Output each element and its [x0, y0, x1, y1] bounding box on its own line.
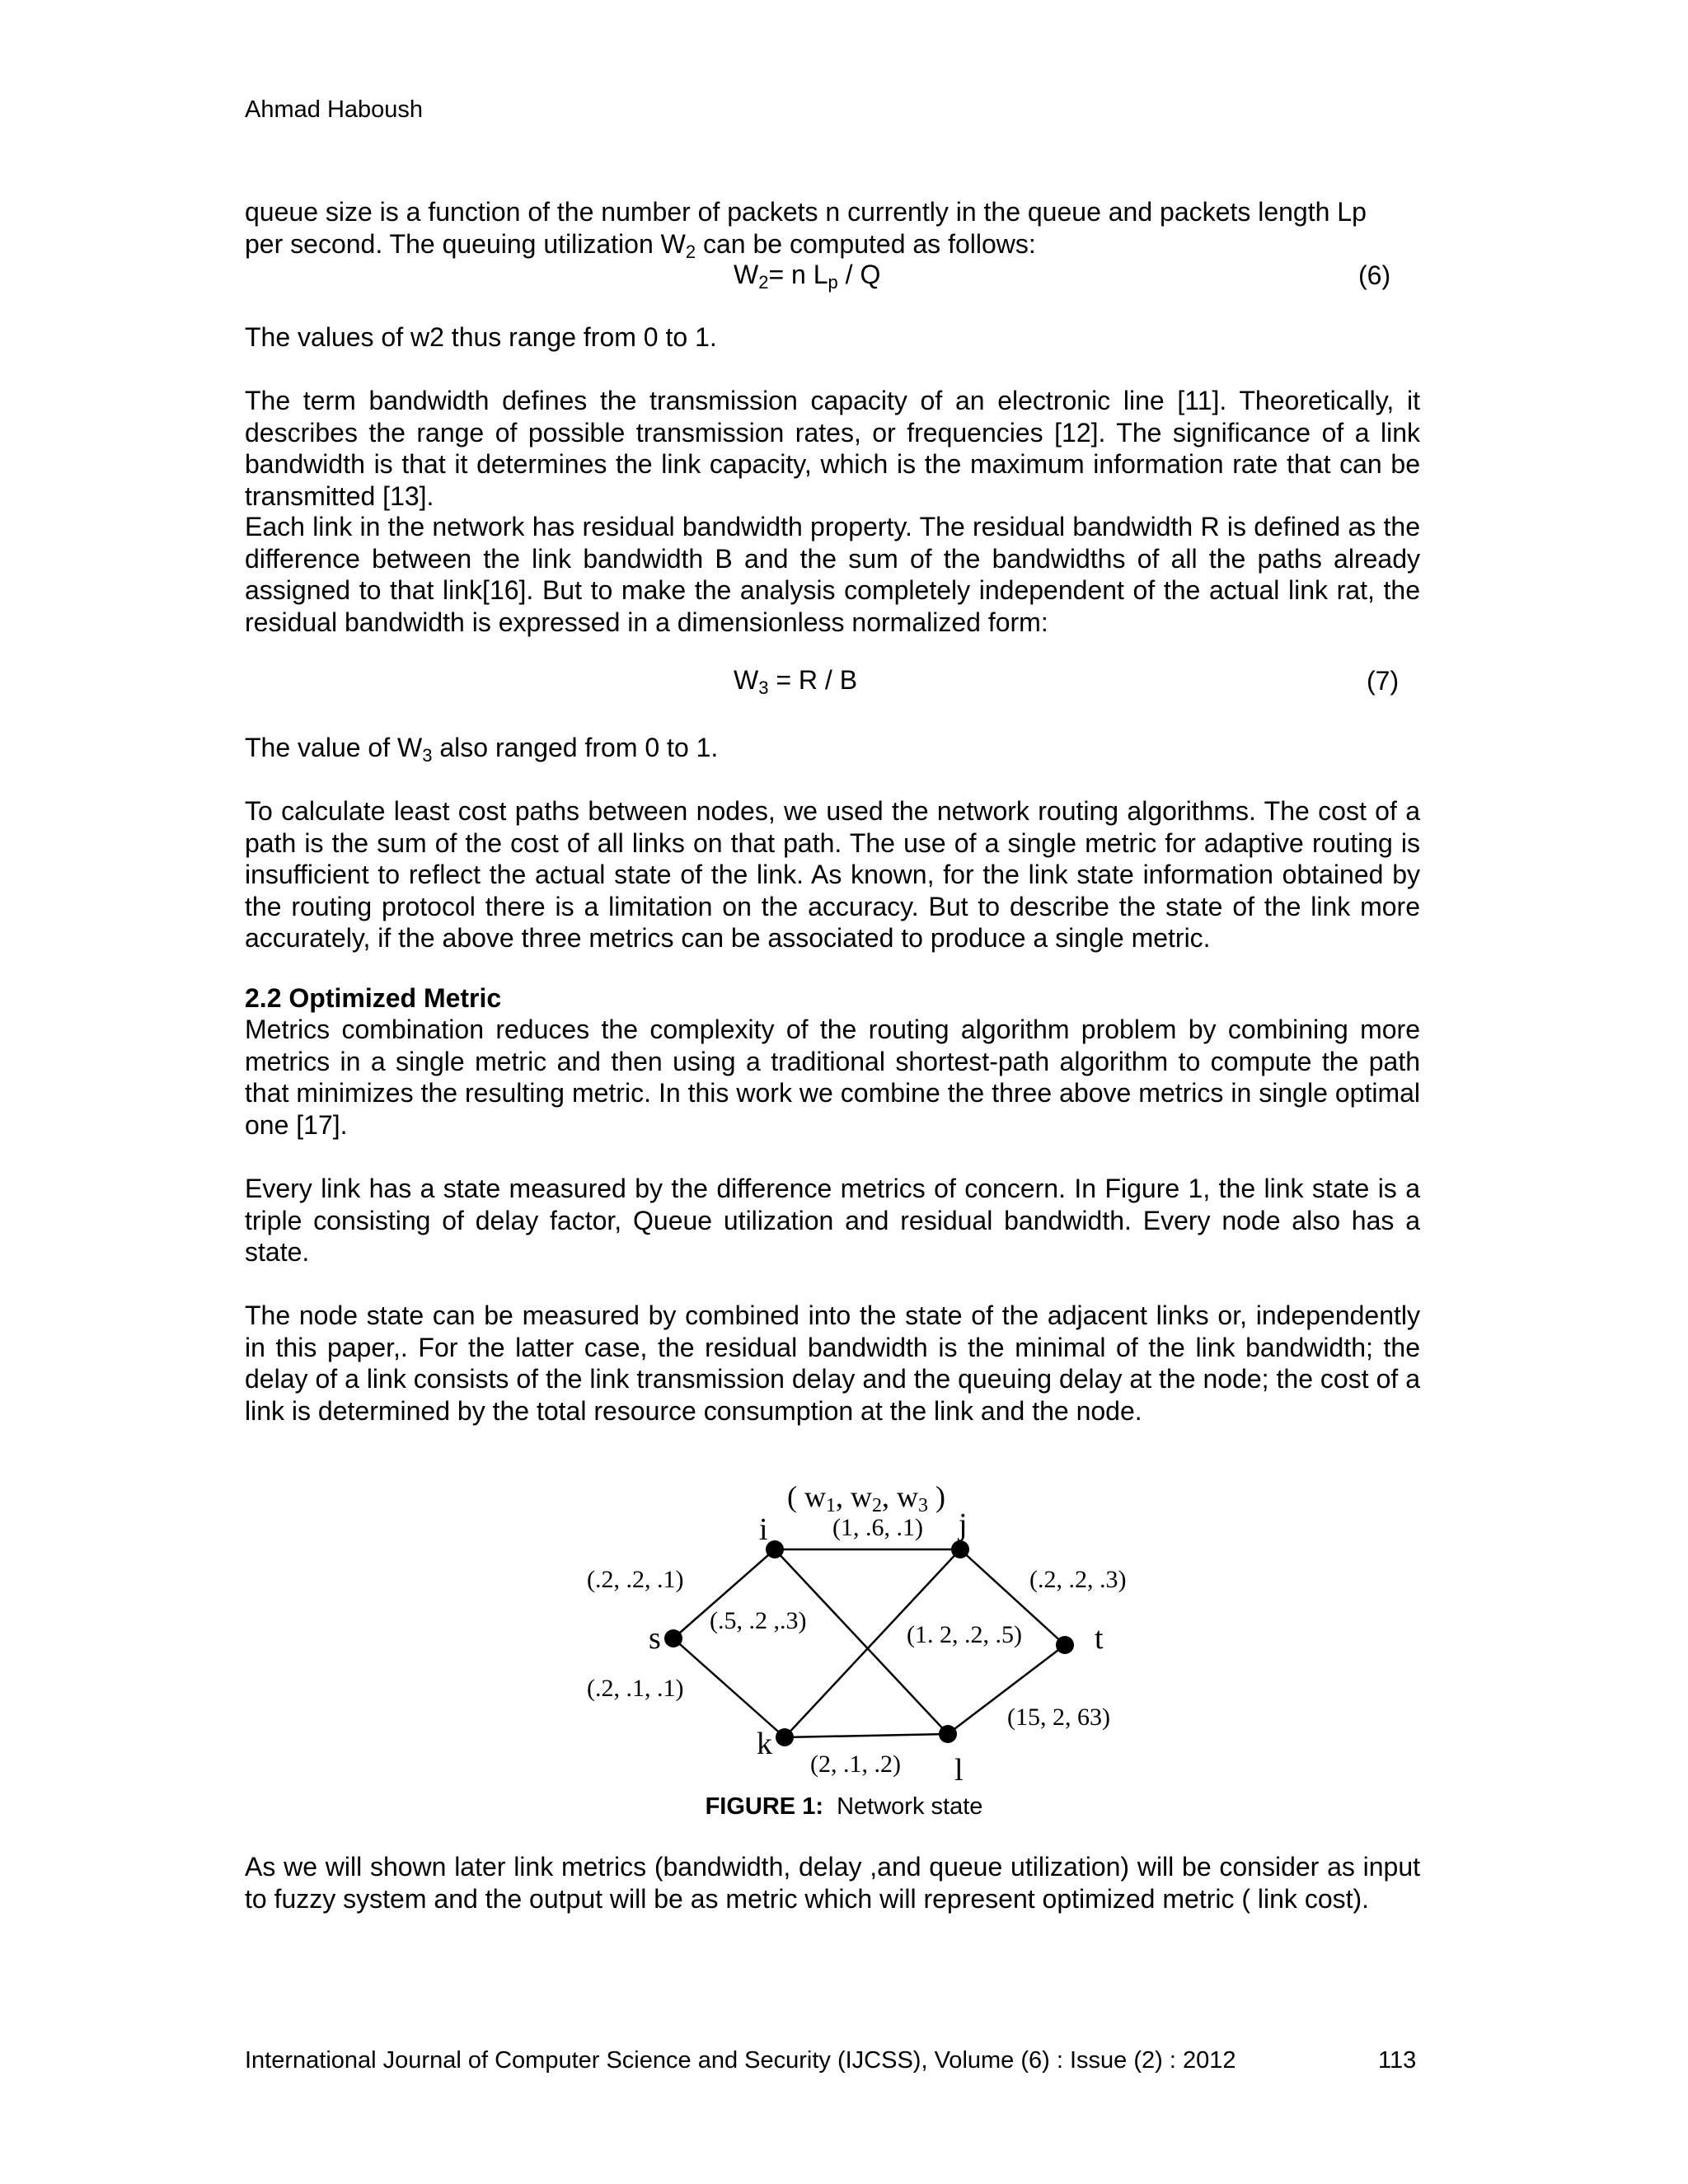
paragraph-1-line-2: per second. The queuing utilization $W_2$ can be computed as follows:: [245, 228, 1036, 262]
paragraph-8: Every link has a state measured by the difference metrics of concern. In Figure 1, the link state is a triple consisting of delay factor, Queue utilization and residual bandwidth. Every node also has a state.: [245, 1174, 1420, 1267]
edge-k-l: [785, 1734, 948, 1737]
section-heading: 2.2 Optimized Metric: [245, 983, 502, 1013]
node-label-i: i: [759, 1512, 768, 1547]
paragraph-10: As we will shown later link metrics (bandwidth, delay ,and queue utilization) will be consider as input to fuzzy system and the output will be as metric which will represent optimized metric ( link cost).: [245, 1852, 1420, 1914]
paragraph-6: To calculate least cost paths between nodes, we used the network routing algorithms. The cost of a path is the sum of the cost of all links on that path. The use of a single metric for adaptive routing is insufficient to reflect the actual state of the link. As known, for the link state information obtained by the routing protocol there is a limitation on the accuracy. But to describe the state of the link more accurately, if the above three metrics can be associated to produce a single metric.: [245, 796, 1420, 953]
figure-caption-text: Network state: [837, 1793, 983, 1820]
equation-7: $W_3 = R / B$: [734, 665, 858, 698]
paragraph-9: The node state can be measured by combined into the state of the adjacent links or, independently in this paper,. For the latter case, the residual bandwidth is the minimal of the link bandwidth; the delay of a link consists of the link transmission delay and the queuing delay at the node; the cost of a link is determined by the total resource consumption at the link and the node.: [245, 1301, 1420, 1426]
node-label-t: t: [1095, 1621, 1104, 1656]
paragraph-3: The term bandwidth defines the transmission capacity of an electronic line [11]. Theoretically, it describes the range of possible transmission rates, or frequencies [12]. The significance of a link bandwidth is that it determines the link capacity, which is the maximum information rate that can be transmitted [13].: [245, 386, 1420, 511]
equation-6: $W_2= n$ $L_p$ / Q: [734, 260, 881, 293]
node-s-dot: [664, 1629, 682, 1647]
paragraph-2: The values of w2 thus range from 0 to 1.: [245, 322, 717, 352]
paragraph-1-line-1: queue size is a function of the number of packets n currently in the queue and packets length Lp: [245, 197, 1367, 227]
paragraph-7: Metrics combination reduces the complexity of the routing algorithm problem by combining more metrics in a single metric and then using a traditional shortest-path algorithm to compute the path that minimizes the resulting metric. In this work we combine the three above metrics in single optimal one [17].: [245, 1015, 1420, 1140]
equation-7-number: (7): [1367, 666, 1400, 696]
edge-label-j-t: (.2, .2, .3): [1029, 1566, 1127, 1593]
equation-6-number: (6): [1358, 260, 1391, 290]
figure-caption: [0, 1793, 1688, 1821]
node-label-l: l: [954, 1753, 964, 1788]
node-k-dot: [776, 1728, 794, 1746]
edge-label-i-l: (.5, .2 ,.3): [710, 1607, 807, 1634]
node-label-j: j: [959, 1507, 968, 1542]
edge-label-l-t: (15, 2, 63): [1007, 1704, 1110, 1731]
footer-page-number: 113: [1378, 2047, 1417, 2074]
footer-journal: International Journal of Computer Science and Security (IJCSS), Volume (6) : Issue (2) : 2012: [245, 2047, 1236, 2074]
edge-label-s-i: (.2, .2, .1): [587, 1566, 684, 1593]
node-j-dot: [951, 1540, 969, 1558]
paragraph-4: Each link in the network has residual bandwidth property. The residual bandwidth R is defined as the difference between the link bandwidth B and the sum of the bandwidths of all the paths already assigned to that link[16]. But to make the analysis completely independent of the actual link rat, the residual bandwidth is expressed in a dimensionless normalized form:: [245, 512, 1420, 637]
node-label-k: k: [757, 1727, 772, 1761]
metric-legend: ( w1, w2, w3 ): [787, 1480, 945, 1516]
edge-label-s-k: (.2, .1, .1): [587, 1675, 684, 1702]
edge-label-k-j: (1. 2, .2, .5): [907, 1621, 1022, 1648]
edge-label-i-j: (1, .6, .1): [832, 1514, 923, 1541]
edge-s-k: [673, 1638, 785, 1737]
node-t-dot: [1056, 1636, 1074, 1654]
figure-caption-label: FIGURE 1:: [705, 1793, 823, 1820]
node-i-dot: [766, 1540, 784, 1558]
paragraph-5: The value of $W_3$ also ranged from 0 to 1.: [245, 733, 719, 766]
running-head-author: Ahmad Haboush: [245, 96, 424, 123]
edge-label-k-l: (2, .1, .2): [810, 1750, 901, 1778]
node-label-s: s: [649, 1621, 661, 1656]
node-l-dot: [939, 1725, 957, 1743]
